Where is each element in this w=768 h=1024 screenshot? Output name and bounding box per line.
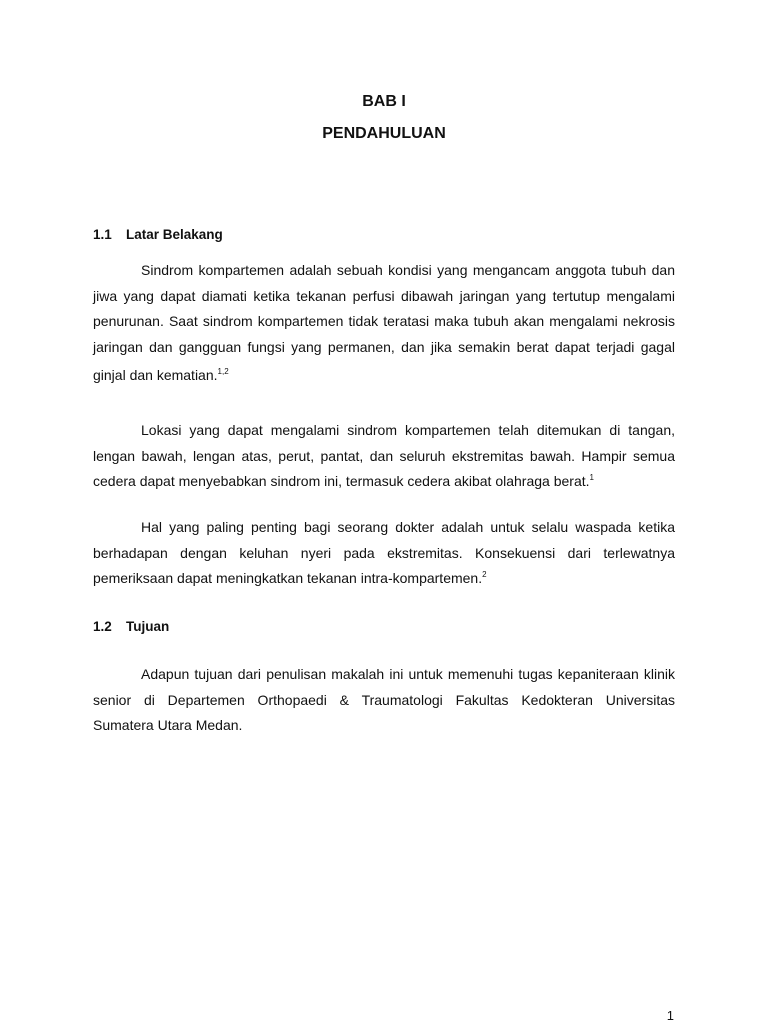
chapter-title: PENDAHULUAN: [322, 125, 446, 142]
section-heading-1-1: [93, 227, 223, 242]
text-line: penurunan. Saat sindrom kompartemen tidak teratasi maka tubuh akan mengalami nekrosis: [93, 313, 675, 329]
text-line-last: [93, 363, 675, 389]
text: pemeriksaan dapat meningkatkan tekanan intra-kompartemen.: [93, 570, 483, 586]
paragraph-4: [93, 662, 675, 739]
section-title: Latar Belakang: [126, 227, 223, 242]
text-line: lengan bawah, lengan atas, perut, pantat, dan seluruh ekstremitas bawah. Hampir semua: [93, 447, 675, 464]
text-line: Lokasi yang dapat mengalami sindrom kompartemen telah ditemukan di tangan,: [141, 422, 675, 438]
paragraph-1: [93, 258, 675, 389]
text-line: Sindrom kompartemen adalah sebuah kondisi yang mengancam anggota tubuh dan: [141, 262, 675, 278]
citation: 2: [482, 570, 487, 579]
chapter-label: BAB I: [362, 93, 406, 110]
paragraph-2: [93, 418, 675, 495]
text-line-last: [93, 469, 675, 495]
text: cedera dapat menyebabkan sindrom ini, termasuk cedera akibat olahraga berat.: [93, 473, 590, 489]
citation: 1: [589, 473, 594, 482]
section-number: 1.2: [93, 619, 112, 634]
section-number: 1.1: [93, 227, 112, 242]
text-line: Hal yang paling penting bagi seorang dokter adalah untuk selalu waspada ketika: [141, 519, 675, 535]
section-heading-1-2: [93, 619, 169, 634]
text: ginjal dan kematian.: [93, 367, 218, 383]
citation: 1,2: [217, 367, 229, 376]
page-number: 1: [666, 1008, 674, 1023]
text-line: Adapun tujuan dari penulisan makalah ini untuk memenuhi tugas kepaniteraan klinik: [141, 666, 675, 682]
paragraph-3: [93, 515, 675, 592]
text-line: jiwa yang dapat diamati ketika tekanan perfusi dibawah jaringan yang tertutup mengalami: [93, 287, 675, 304]
text-line-last: Sumatera Utara Medan.: [93, 717, 243, 733]
text-line: senior di Departemen Orthopaedi & Traumatologi Fakultas Kedokteran Universitas: [93, 691, 675, 708]
text-line-last: [93, 566, 675, 592]
text-line: jaringan dan gangguan fungsi yang permanen, dan jika semakin berat dapat terjadi gagal: [93, 338, 675, 355]
text-line: berhadapan dengan keluhan nyeri pada ekstremitas. Konsekuensi dari terlewatnya: [93, 544, 675, 561]
section-title: Tujuan: [126, 619, 170, 634]
